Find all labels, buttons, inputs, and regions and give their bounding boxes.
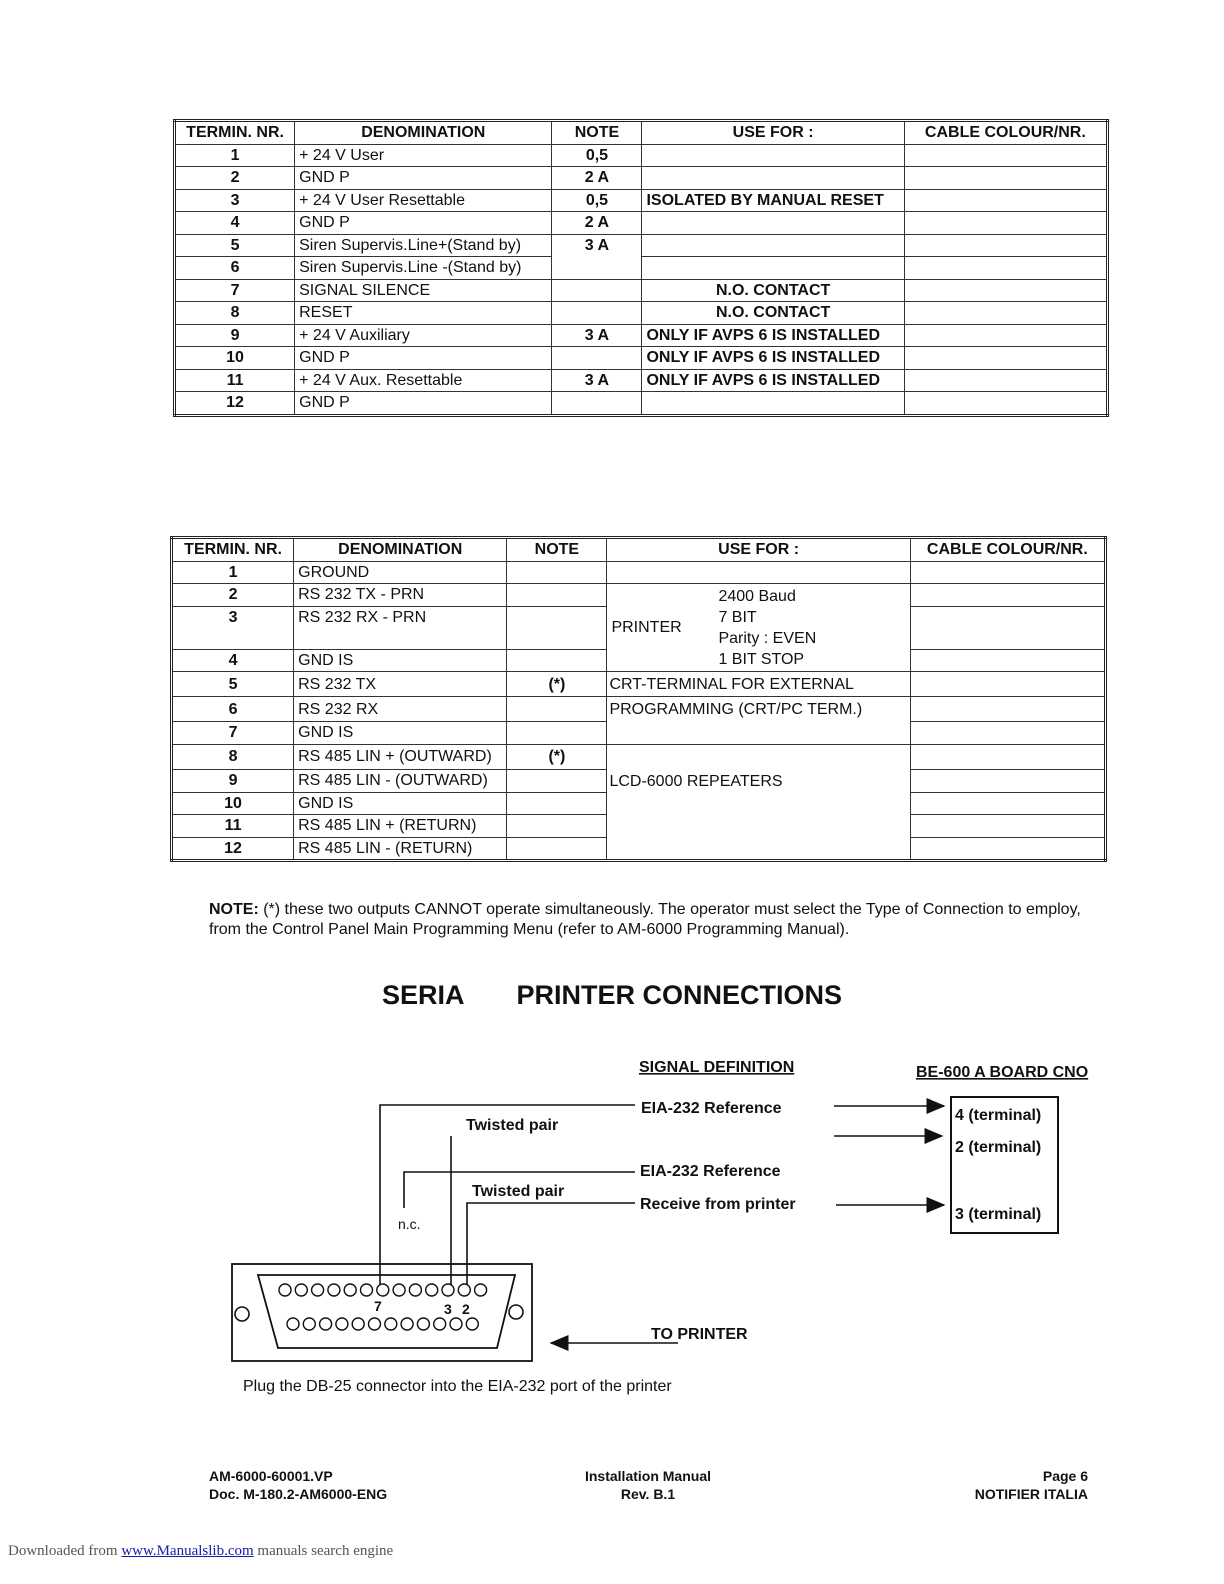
- footer-left: [209, 1467, 387, 1503]
- pin-label-3: 3: [444, 1301, 452, 1317]
- printer-settings-cell: [607, 584, 910, 672]
- db25-pin: [417, 1318, 429, 1330]
- terminal-nr: 5: [172, 672, 294, 697]
- download-prefix: Downloaded from: [8, 1543, 122, 1559]
- header-cable-colour: CABLE COLOUR/NR.: [910, 538, 1105, 562]
- denomination: GROUND: [294, 561, 507, 584]
- cable-colour-cell: [904, 392, 1107, 416]
- section-title: [0, 980, 1224, 1011]
- to-printer-label: TO PRINTER: [651, 1326, 748, 1343]
- lcd-repeaters-cell: [607, 744, 910, 861]
- cable-colour-cell: [910, 649, 1105, 672]
- section-title-part2: PRINTER CONNECTIONS: [516, 980, 843, 1010]
- terminal-nr: 4: [175, 212, 295, 235]
- header-note: NOTE: [507, 538, 607, 562]
- printer-stop: 1 BIT STOP: [718, 650, 805, 668]
- terminal-nr: 1: [172, 561, 294, 584]
- header-use-for: USE FOR :: [642, 121, 904, 145]
- terminal-nr: 9: [175, 324, 295, 347]
- db25-pins: [279, 1284, 487, 1330]
- note-cell: 0,5: [552, 189, 642, 212]
- table-row: [175, 302, 1108, 325]
- note-cell: [507, 722, 607, 745]
- terminal-nr: 3: [175, 189, 295, 212]
- signal-definition-heading: SIGNAL DEFINITION: [639, 1059, 795, 1076]
- db25-pin: [320, 1318, 332, 1330]
- terminal-nr: 8: [175, 302, 295, 325]
- note-label: NOTE:: [209, 901, 259, 918]
- note-text: (*) these two outputs CANNOT operate simultaneously. The operator must select the Type of Connection to employ, from the Control Panel Main Programming Menu (refer to AM-6000 Programming Manual).: [209, 901, 1081, 938]
- terminal-nr: 2: [172, 584, 294, 607]
- note-cell: [507, 561, 607, 584]
- denomination: GND P: [295, 167, 552, 190]
- terminal-nr: 7: [172, 722, 294, 745]
- table-row: [175, 324, 1108, 347]
- use-for-cell: [642, 167, 904, 190]
- terminal-4: 4 (terminal): [955, 1107, 1042, 1124]
- signal-eia232-ref-1: EIA-232 Reference: [641, 1100, 782, 1117]
- db25-pin: [475, 1284, 487, 1296]
- table-row: [175, 279, 1108, 302]
- denomination: GND IS: [294, 792, 507, 815]
- cable-colour-cell: [904, 212, 1107, 235]
- terminal-nr: 7: [175, 279, 295, 302]
- cable-colour-cell: [904, 324, 1107, 347]
- denomination: GND P: [295, 392, 552, 416]
- cable-colour-cell: [904, 257, 1107, 280]
- footer-page-number: Page 6: [1042, 1468, 1088, 1484]
- terminal-nr: 11: [172, 815, 294, 838]
- note-cell: [507, 697, 607, 722]
- terminal-nr: 10: [175, 347, 295, 370]
- denomination: + 24 V Aux. Resettable: [295, 369, 552, 392]
- db25-pin: [369, 1318, 381, 1330]
- denomination: + 24 V User: [295, 144, 552, 167]
- note-cell: [507, 769, 607, 792]
- diagram-caption: Plug the DB-25 connector into the EIA-232 port of the printer: [243, 1378, 672, 1395]
- table-header-row: [172, 538, 1106, 562]
- cable-colour-cell: [910, 606, 1105, 649]
- nc-label: n.c.: [398, 1216, 421, 1232]
- cable-colour-cell: [904, 347, 1107, 370]
- power-terminals-table: [173, 119, 1109, 417]
- note-cell: [507, 815, 607, 838]
- terminal-nr: 2: [175, 167, 295, 190]
- use-for-cell: ONLY IF AVPS 6 IS INSTALLED: [642, 347, 904, 370]
- use-for-cell: [642, 234, 904, 257]
- table-row: [175, 167, 1108, 190]
- printer-parity: Parity : EVEN: [718, 629, 817, 647]
- table-row: [175, 392, 1108, 416]
- terminal-3: 3 (terminal): [955, 1206, 1042, 1223]
- terminal-nr: 5: [175, 234, 295, 257]
- header-note: NOTE: [552, 121, 642, 145]
- db25-pin: [426, 1284, 438, 1296]
- denomination: RESET: [295, 302, 552, 325]
- footer-doc-ref: Doc. M-180.2-AM6000-ENG: [209, 1486, 388, 1502]
- cable-colour-cell: [904, 189, 1107, 212]
- cable-colour-cell: [904, 234, 1107, 257]
- table-row: [175, 369, 1108, 392]
- footer-doc-code: AM-6000-60001.VP: [209, 1468, 333, 1484]
- denomination: RS 232 TX: [294, 672, 507, 697]
- cable-colour-cell: [904, 279, 1107, 302]
- footer-right: [888, 1467, 1088, 1503]
- header-termin-nr: TERMIN. NR.: [175, 121, 295, 145]
- cable-colour-cell: [904, 369, 1107, 392]
- use-for-cell: [642, 257, 904, 280]
- denomination: GND IS: [294, 649, 507, 672]
- denomination: + 24 V User Resettable: [295, 189, 552, 212]
- use-for-cell: [607, 722, 910, 745]
- footer-revision: Rev. B.1: [620, 1486, 676, 1502]
- terminal-nr: 3: [172, 606, 294, 649]
- terminal-nr: 10: [172, 792, 294, 815]
- db25-pin: [312, 1284, 324, 1296]
- terminal-nr: 11: [175, 369, 295, 392]
- note-cell: [507, 792, 607, 815]
- printer-connection-diagram: [0, 1040, 1224, 1380]
- use-for-cell: N.O. CONTACT: [642, 279, 904, 302]
- use-for-cell: ONLY IF AVPS 6 IS INSTALLED: [642, 324, 904, 347]
- header-cable-colour: CABLE COLOUR/NR.: [904, 121, 1107, 145]
- cable-colour-cell: [910, 815, 1105, 838]
- use-for-cell: [607, 561, 910, 584]
- terminal-nr: 12: [175, 392, 295, 416]
- note-cell: [507, 606, 607, 649]
- printer-bits: 7 BIT: [718, 608, 757, 626]
- db25-screw-left: [235, 1307, 249, 1321]
- note-cell: 2 A: [552, 212, 642, 235]
- footer-manual-title: Installation Manual: [584, 1468, 711, 1484]
- table-row: [172, 697, 1106, 722]
- cable-colour-cell: [910, 561, 1105, 584]
- note-cell: 0,5: [552, 144, 642, 167]
- db25-screw-right: [509, 1305, 523, 1319]
- denomination: RS 232 RX: [294, 697, 507, 722]
- denomination: SIGNAL SILENCE: [295, 279, 552, 302]
- cable-colour-cell: [910, 792, 1105, 815]
- header-denomination: DENOMINATION: [294, 538, 507, 562]
- cable-colour-cell: [904, 144, 1107, 167]
- db25-pin: [409, 1284, 421, 1296]
- denomination: RS 485 LIN + (RETURN): [294, 815, 507, 838]
- note-cell: [552, 302, 642, 325]
- terminal-nr: 8: [172, 744, 294, 769]
- use-for-cell: [642, 144, 904, 167]
- header-use-for: USE FOR :: [607, 538, 910, 562]
- table-row: [172, 722, 1106, 745]
- cable-colour-cell: [910, 744, 1105, 769]
- cable-colour-cell: [910, 697, 1105, 722]
- denomination: RS 485 LIN - (RETURN): [294, 837, 507, 861]
- table-row: [175, 212, 1108, 235]
- db25-pin: [385, 1318, 397, 1330]
- note-cell: [507, 837, 607, 861]
- table-row: [175, 257, 1108, 280]
- header-denomination: DENOMINATION: [295, 121, 552, 145]
- note-cell: [507, 649, 607, 672]
- table-row: [175, 234, 1108, 257]
- table-row: [172, 561, 1106, 584]
- terminal-nr: 4: [172, 649, 294, 672]
- terminal-nr: 6: [175, 257, 295, 280]
- terminal-nr: 9: [172, 769, 294, 792]
- denomination: GND IS: [294, 722, 507, 745]
- signal-eia232-ref-2: EIA-232 Reference: [640, 1163, 781, 1180]
- db25-pin: [450, 1318, 462, 1330]
- db25-pin: [377, 1284, 389, 1296]
- table-row: [175, 189, 1108, 212]
- db25-pin: [466, 1318, 478, 1330]
- note-paragraph: [209, 900, 1109, 940]
- lcd-repeaters-label: LCD-6000 REPEATERS: [609, 772, 783, 790]
- db25-pin: [434, 1318, 446, 1330]
- twisted-pair-label-2: Twisted pair: [472, 1183, 565, 1200]
- denomination: Siren Supervis.Line+(Stand by): [295, 234, 552, 257]
- note-star: (*): [507, 744, 607, 769]
- header-termin-nr: TERMIN. NR.: [172, 538, 294, 562]
- terminal-nr: 12: [172, 837, 294, 861]
- terminal-nr: 6: [172, 697, 294, 722]
- footer-company: NOTIFIER ITALIA: [974, 1486, 1088, 1502]
- denomination: Siren Supervis.Line -(Stand by): [295, 257, 552, 280]
- note-cell: 3 A: [552, 369, 642, 392]
- note-cell: 2 A: [552, 167, 642, 190]
- use-for-cell: ISOLATED BY MANUAL RESET: [642, 189, 904, 212]
- note-cell: 3 A: [552, 234, 642, 279]
- use-for-cell: [642, 392, 904, 416]
- denomination: GND P: [295, 347, 552, 370]
- db25-pin: [287, 1318, 299, 1330]
- db25-pin: [344, 1284, 356, 1296]
- db25-pin: [328, 1284, 340, 1296]
- terminal-nr: 1: [175, 144, 295, 167]
- table-row: [175, 144, 1108, 167]
- denomination: RS 485 LIN - (OUTWARD): [294, 769, 507, 792]
- crt-line-2: PROGRAMMING (CRT/PC TERM.): [607, 697, 910, 722]
- note-cell: [552, 279, 642, 302]
- manualslib-link[interactable]: www.Manualslib.com: [121, 1543, 254, 1559]
- cable-colour-cell: [910, 672, 1105, 697]
- db25-pin: [336, 1318, 348, 1330]
- signal-receive: Receive from printer: [640, 1196, 796, 1213]
- section-title-part1: SERIA: [381, 980, 465, 1010]
- db25-pin: [458, 1284, 470, 1296]
- denomination: RS 232 RX - PRN: [294, 606, 507, 649]
- twisted-pair-label-1: Twisted pair: [466, 1117, 559, 1134]
- pin-label-2: 2: [462, 1301, 470, 1317]
- denomination: GND P: [295, 212, 552, 235]
- use-for-cell: ONLY IF AVPS 6 IS INSTALLED: [642, 369, 904, 392]
- db25-pin: [442, 1284, 454, 1296]
- table-header-row: [175, 121, 1108, 145]
- note-cell: [552, 347, 642, 370]
- cable-colour-cell: [910, 837, 1105, 861]
- footer-center: [548, 1467, 748, 1503]
- denomination: + 24 V Auxiliary: [295, 324, 552, 347]
- terminal-2: 2 (terminal): [955, 1139, 1042, 1156]
- table-row: [172, 672, 1106, 697]
- use-for-cell: N.O. CONTACT: [642, 302, 904, 325]
- download-suffix: manuals search engine: [253, 1543, 394, 1559]
- note-cell: 3 A: [552, 324, 642, 347]
- table-row: [175, 347, 1108, 370]
- db25-pin: [393, 1284, 405, 1296]
- table-row: [172, 584, 1106, 607]
- use-for-cell: [642, 212, 904, 235]
- db25-pin: [279, 1284, 291, 1296]
- printer-baud: 2400 Baud: [718, 587, 796, 605]
- cable-colour-cell: [910, 769, 1105, 792]
- pin-label-7: 7: [374, 1298, 382, 1314]
- denomination: RS 485 LIN + (OUTWARD): [294, 744, 507, 769]
- cable-colour-cell: [904, 302, 1107, 325]
- db25-pin: [401, 1318, 413, 1330]
- download-credit: [8, 1543, 393, 1560]
- denomination: RS 232 TX - PRN: [294, 584, 507, 607]
- crt-line-1: CRT-TERMINAL FOR EXTERNAL: [607, 672, 910, 697]
- cable-colour-cell: [904, 167, 1107, 190]
- board-heading: BE-600 A BOARD CNO: [916, 1064, 1089, 1081]
- cable-colour-cell: [910, 722, 1105, 745]
- cable-colour-cell: [910, 584, 1105, 607]
- serial-terminals-table: [170, 536, 1107, 862]
- note-star: (*): [507, 672, 607, 697]
- db25-pin: [295, 1284, 307, 1296]
- table-row: [172, 744, 1106, 769]
- note-cell: [552, 392, 642, 416]
- db25-pin: [361, 1284, 373, 1296]
- db25-pin: [303, 1318, 315, 1330]
- note-cell: [507, 584, 607, 607]
- db25-pin: [352, 1318, 364, 1330]
- printer-label: PRINTER: [611, 618, 682, 636]
